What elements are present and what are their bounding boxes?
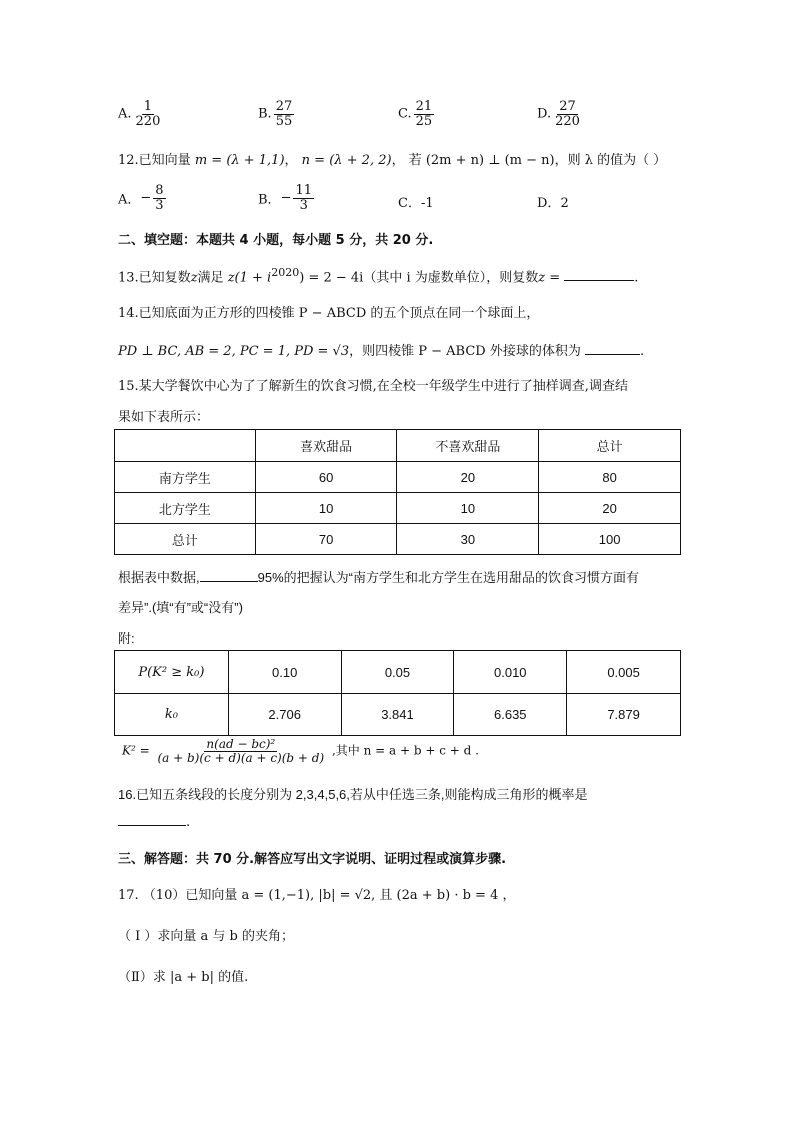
fraction: $\frac{21}{25}$ (415, 99, 433, 129)
q15-after-line2: 差异”.(填“有”或“没有”) (118, 600, 243, 615)
q12-option-d: D．2 (537, 196, 569, 211)
table-cell: 不喜欢甜品 (397, 430, 539, 462)
table-header-row (115, 430, 681, 462)
q15-attach-label: 附: (118, 631, 135, 646)
table-cell: 30 (397, 524, 539, 555)
q14-line1: 14.已知底面为正方形的四棱锥 P − ABCD 的五个顶点在同一个球面上， (118, 306, 540, 321)
fraction: $\frac{11}{3}$ (295, 183, 313, 213)
q16-line1: 16.已知五条线段的长度分别为 2,3,4,5,6,若从中任选三条,则能构成三角形的概率是 (118, 787, 588, 802)
q12-option-b: B．− $\frac{11}{3}$ (258, 183, 313, 213)
table-cell: 0.10 (228, 651, 341, 694)
fraction: $\frac{8}{3}$ (155, 183, 164, 213)
table-cell: 0.010 (454, 651, 567, 694)
q12-stem: 12.已知向量 m = (λ + 1,1)， n = (λ + 2, 2)， 若 (2m + n) ⊥ (m − n)，则 λ 的值为（ ） (118, 153, 667, 168)
table-cell: 2.706 (228, 694, 341, 736)
q15-line2: 果如下表所示： (118, 410, 210, 425)
q15-after-line1: 根据表中数据, 95%的把握认为“南方学生和北方学生在选用甜品的饮食习惯方面有 (118, 570, 639, 585)
table-row (115, 694, 681, 736)
answer-blank (118, 825, 186, 826)
table-cell: 总计 (115, 524, 256, 555)
table-cell: 20 (539, 493, 681, 524)
table-cell: 南方学生 (115, 462, 256, 493)
table-cell: 7.879 (567, 694, 681, 736)
table-cell: k₀ (115, 694, 229, 736)
q17-part1: （ I ）求向量 a 与 b 的夹角； (118, 929, 295, 944)
q11-option-b: B. $\frac{27}{55}$ (258, 99, 293, 129)
q13-stem: 13.已知复数z满足 $z(1 + i^{2020}) = 2 - 4i$（其中 i 为虚数单位），则复数z = . (118, 266, 639, 286)
table-cell: 0.05 (341, 651, 454, 694)
table-cell: 3.841 (341, 694, 454, 736)
q12-option-c: C．-1 (398, 196, 434, 211)
table-cell: P(K² ≥ k₀) (115, 651, 229, 694)
table-cell: 0.005 (567, 651, 681, 694)
k-squared-formula: K² = $\frac{\text{n(ad − bc)²}}{(a + b)(c + d)(a + c)(b + d)}$ ,其中 n = a + b + c + d . (122, 737, 479, 765)
table-cell: 喜欢甜品 (255, 430, 397, 462)
q11-option-d: D. $\frac{27}{220}$ (537, 99, 580, 129)
answer-blank (585, 354, 640, 355)
table-cell: 80 (539, 462, 681, 493)
answer-blank (200, 581, 258, 582)
table-cell: 10 (397, 493, 539, 524)
table-row (115, 462, 681, 493)
q16-line2: . (118, 815, 190, 830)
answer-blank (564, 280, 634, 281)
table-cell: 6.635 (454, 694, 567, 736)
q17-part2: （Ⅱ）求 |a + b| 的值. (118, 970, 249, 985)
q17-stem: 17. （10）已知向量 a = (1,−1), |b| = √2, 且 (2a + b) · b = 4 ， (118, 888, 516, 903)
q11-option-a: A. $\frac{1}{220}$ (118, 99, 161, 129)
fraction: $\frac{27}{220}$ (555, 99, 580, 129)
table-cell: 20 (397, 462, 539, 493)
table-cell: 70 (255, 524, 397, 555)
survey-table (114, 429, 681, 555)
section2-title: 二、填空题：本题共 4 小题，每小题 5 分，共 20 分. (118, 233, 434, 248)
table-row (115, 524, 681, 555)
q12-option-a: A．− $\frac{8}{3}$ (118, 183, 164, 213)
table-cell: 60 (255, 462, 397, 493)
critical-value-table (114, 650, 681, 736)
q15-line1: 15.某大学餐饮中心为了了解新生的饮食习惯,在全校一年级学生中进行了抽样调查,调查结 (118, 379, 628, 394)
table-cell: 10 (255, 493, 397, 524)
q14-line2: PD ⊥ BC, AB = 2, PC = 1, PD = √3，则四棱锥 P − ABCD 外接球的体积为 . (118, 344, 645, 359)
table-row (115, 651, 681, 694)
table-cell: 总计 (539, 430, 681, 462)
fraction: $\frac{27}{55}$ (275, 99, 293, 129)
table-cell: 100 (539, 524, 681, 555)
table-row (115, 493, 681, 524)
fraction: $\frac{1}{220}$ (135, 99, 161, 129)
q11-option-c: C. $\frac{21}{25}$ (398, 99, 433, 129)
section3-title: 三、解答题：共 70 分.解答应写出文字说明、证明过程或演算步骤. (118, 852, 507, 867)
table-cell: 北方学生 (115, 493, 256, 524)
table-cell (115, 430, 256, 462)
fraction: $\frac{\text{n(ad − bc)²}}{(a + b)(c + d)(a + c)(b + d)}$ (157, 737, 325, 765)
